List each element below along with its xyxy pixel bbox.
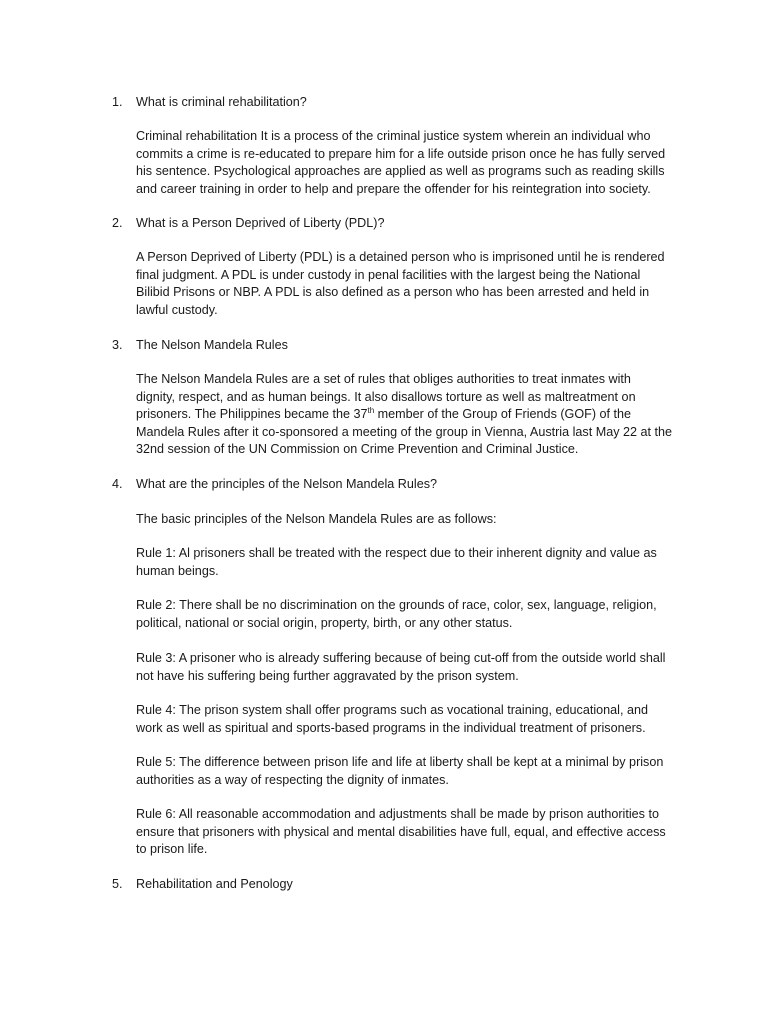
rule-3 [136, 650, 686, 685]
text-line: authorities as a way of respecting the dignity of inmates. [136, 772, 449, 787]
text-line: to prison life. [136, 842, 208, 856]
rule-5 [136, 754, 686, 789]
text-segment: member of the Group of Friends (GOF) of the [374, 407, 632, 421]
rule-6 [136, 806, 686, 859]
question-number: 1. [112, 95, 123, 109]
text-line: Rule 3: A prisoner who is already suffering because of being cut-off from the outside world shall [136, 651, 666, 665]
question-number: 5. [112, 877, 123, 891]
text-line: ensure that prisoners with physical and mental disabilities have full, equal, and effective access [136, 824, 666, 839]
text-line: final judgment. A PDL is under custody in penal facilities with the largest being the National [136, 267, 641, 282]
text-line: Rule 6: All reasonable accommodation and adjustments shall be made by prison authorities to [136, 807, 659, 821]
text-line [136, 406, 686, 424]
text-line: political, national or social origin, property, birth, or any other status. [136, 615, 513, 630]
text-line: lawful custody. [136, 302, 218, 317]
rule-1 [136, 545, 686, 580]
text-line: his sentence. Psychological approaches are applied as well as programs such as reading skills [136, 164, 665, 178]
text-line: 32nd session of the UN Commission on Crime Prevention and Criminal Justice. [136, 442, 579, 456]
rule-2 [136, 597, 686, 632]
text-line: The Nelson Mandela Rules are a set of rules that obliges authorities to treat inmates with [136, 372, 631, 386]
question-3 [112, 337, 288, 355]
principles-intro [136, 511, 686, 529]
question-number: 2. [112, 216, 123, 230]
question-4 [112, 476, 437, 494]
text-line: Rule 1: Al prisoners shall be treated with the respect due to their inherent dignity and value as [136, 546, 657, 560]
question-5 [112, 876, 293, 894]
question-text: What is a Person Deprived of Liberty (PDL)? [136, 216, 385, 230]
text-line: dignity, respect, and as human beings. It also disallows torture as well as maltreatment on [136, 389, 636, 404]
question-text: The Nelson Mandela Rules [136, 338, 288, 352]
text-line: work as well as spiritual and sports-based programs in the individual treatment of prisoners. [136, 720, 646, 735]
answer-1 [136, 128, 686, 198]
answer-3 [136, 371, 686, 459]
text-line: not have his suffering being further aggravated by the prison system. [136, 668, 519, 683]
question-text: What are the principles of the Nelson Mandela Rules? [136, 477, 438, 491]
text-line: The basic principles of the Nelson Mandela Rules are as follows: [136, 512, 497, 526]
answer-2 [136, 249, 686, 319]
text-line: Bilibid Prisons or NBP. A PDL is also defined as a person who has been arrested and held in [136, 285, 650, 299]
text-line: Rule 2: There shall be no discrimination on the grounds of race, color, sex, language, religion, [136, 598, 657, 612]
text-line: and career training in order to help and prepare the offender for his reintegration into society. [136, 181, 651, 196]
question-number: 3. [112, 338, 123, 352]
text-line: Rule 5: The difference between prison life and life at liberty shall be kept at a minimal by prison [136, 755, 664, 769]
text-line: Criminal rehabilitation It is a process of the criminal justice system wherein an individual who [136, 129, 651, 143]
question-number: 4. [112, 477, 123, 491]
rule-4 [136, 702, 686, 737]
text-line: human beings. [136, 563, 219, 578]
text-line: A Person Deprived of Liberty (PDL) is a detained person who is imprisoned until he is rendered [136, 250, 665, 264]
text-line: Rule 4: The prison system shall offer programs such as vocational training, educational, and [136, 703, 648, 717]
text-line: Mandela Rules after it co-sponsored a meeting of the group in Vienna, Austria last May 22 at the [136, 424, 673, 439]
question-text: Rehabilitation and Penology [136, 877, 293, 891]
question-text: What is criminal rehabilitation? [136, 95, 307, 109]
text-segment: prisoners. The Philippines became the 37 [136, 407, 368, 421]
ordinal-superscript: th [367, 406, 375, 415]
question-2 [112, 215, 384, 233]
text-line: commits a crime is re-educated to prepare him for a life outside prison once he has fully served [136, 146, 666, 161]
question-1 [112, 94, 307, 112]
